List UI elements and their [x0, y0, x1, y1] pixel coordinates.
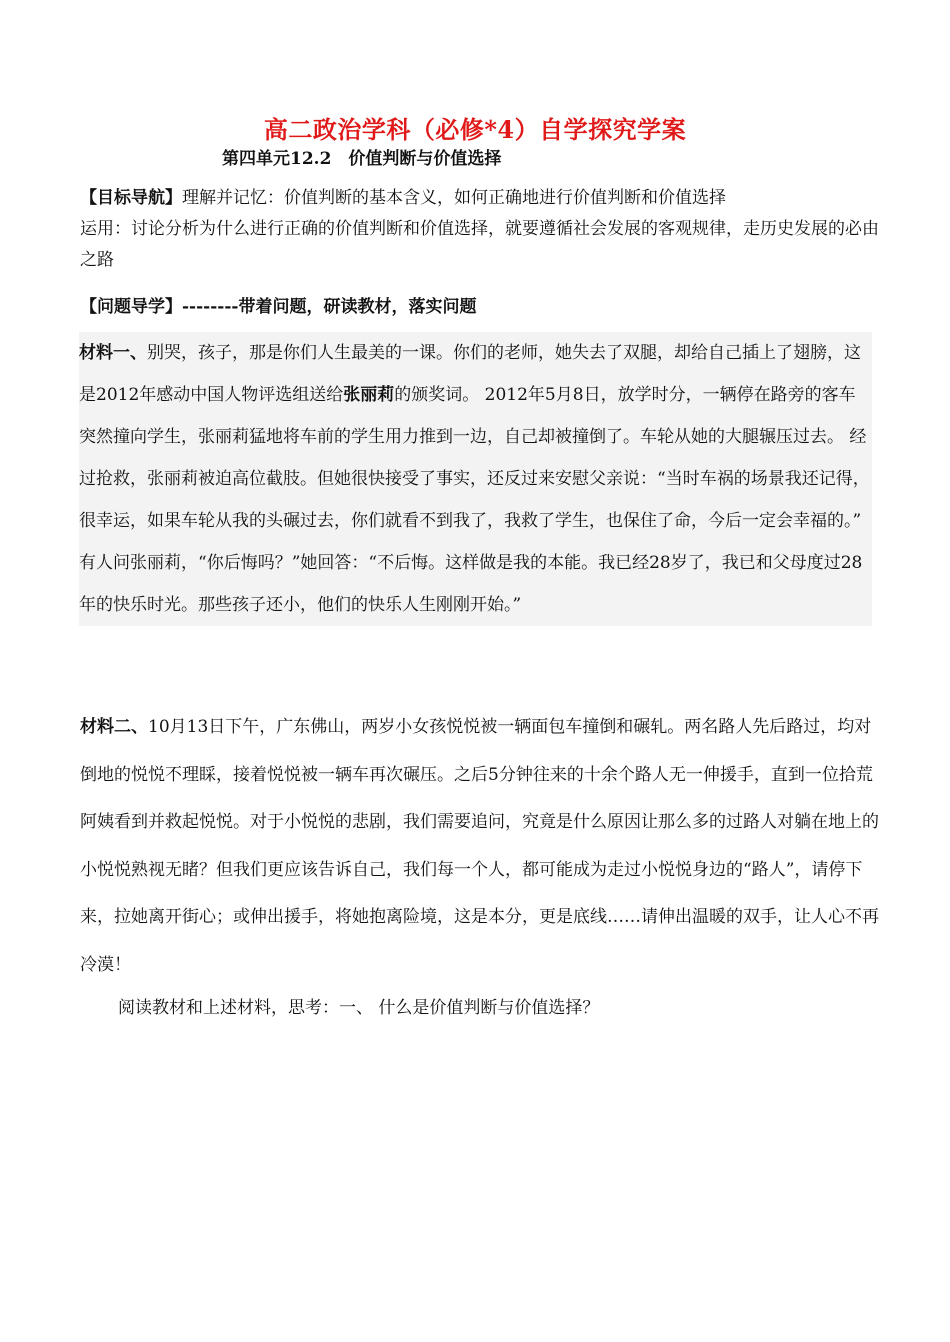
guide-label: 【问题导学】	[80, 297, 182, 317]
material-one-text-a: 别哭，孩子，那是你们人生最美的一课。你们的老师，她失去了双腿，却给自己插上了翅膀，这是2012年感动中国人物评选组送给	[79, 343, 861, 405]
reading-question: 阅读教材和上述材料，思考：一、 什么是价值判断与价值选择？	[118, 998, 600, 1018]
material-one-label: 材料一、	[79, 343, 147, 363]
material-two-text: 10月13日下午，广东佛山，两岁小女孩悦悦被一辆面包车撞倒和碾轧。两名路人先后路过，均对倒地的悦悦不理睬，接着悦悦被一辆车再次碾压。之后5分钟往来的十余个路人无一伸援手，直到一位拾荒阿姨看到并救起悦悦。对于小悦悦的悲剧，我们需要追问，究竟是什么原因让那么多的过路人对躺在地上的小悦悦熟视无睹？但我们更应该告诉自己，我们每一个人，都可能成为走过小悦悦身边的“路人”，请停下来，拉她离开街心；或伸出援手，将她抱离险境，这是本分，更是底线……请伸出温暖的双手，让人心不再冷漠！	[80, 717, 879, 975]
goal-label: 【目标导航】	[80, 188, 182, 208]
goal-line-1: 理解并记忆：价值判断的基本含义，如何正确地进行价值判断和价值选择	[182, 188, 726, 208]
material-two-label: 材料二、	[80, 717, 148, 737]
guide-section	[80, 294, 880, 320]
material-one-text-b: 的颁奖词。 2012年5月8日，放学时分，一辆停在路旁的客车突然撞向学生，张丽莉猛地将车前的学生用力推到一边，自己却被撞倒了。车轮从她的大腿辗压过去。 经过抢救，张丽莉被迫高位截肢。但她很快接受了事实，还反过来安慰父亲说：“当时车祸的场景我还记得，很幸运，如果车轮从我的头碾过去，你们就看不到我了，我救了学生，也保住了命，今后一定会幸福的。” 有人问张丽莉，“你后悔吗？”她回答：“不后悔。这样做是我的本能。我已经28岁了，我已和父母度过28年的快乐时光。那些孩子还小，他们的快乐人生刚刚开始。”	[79, 385, 870, 615]
material-one	[79, 332, 872, 626]
material-one-name: 张丽莉	[343, 385, 395, 405]
material-two	[80, 704, 880, 989]
goal-section	[80, 183, 880, 276]
goal-line-2: 运用：讨论分析为什么进行正确的价值判断和价值选择，就要遵循社会发展的客观规律，走历史发展的必由之路	[80, 219, 879, 270]
document-title: 高二政治学科（必修*4）自学探究学案	[263, 115, 687, 144]
unit-subtitle: 第四单元12.2 价值判断与价值选择	[222, 149, 502, 169]
guide-text: --------带着问题，研读教材，落实问题	[182, 297, 477, 317]
